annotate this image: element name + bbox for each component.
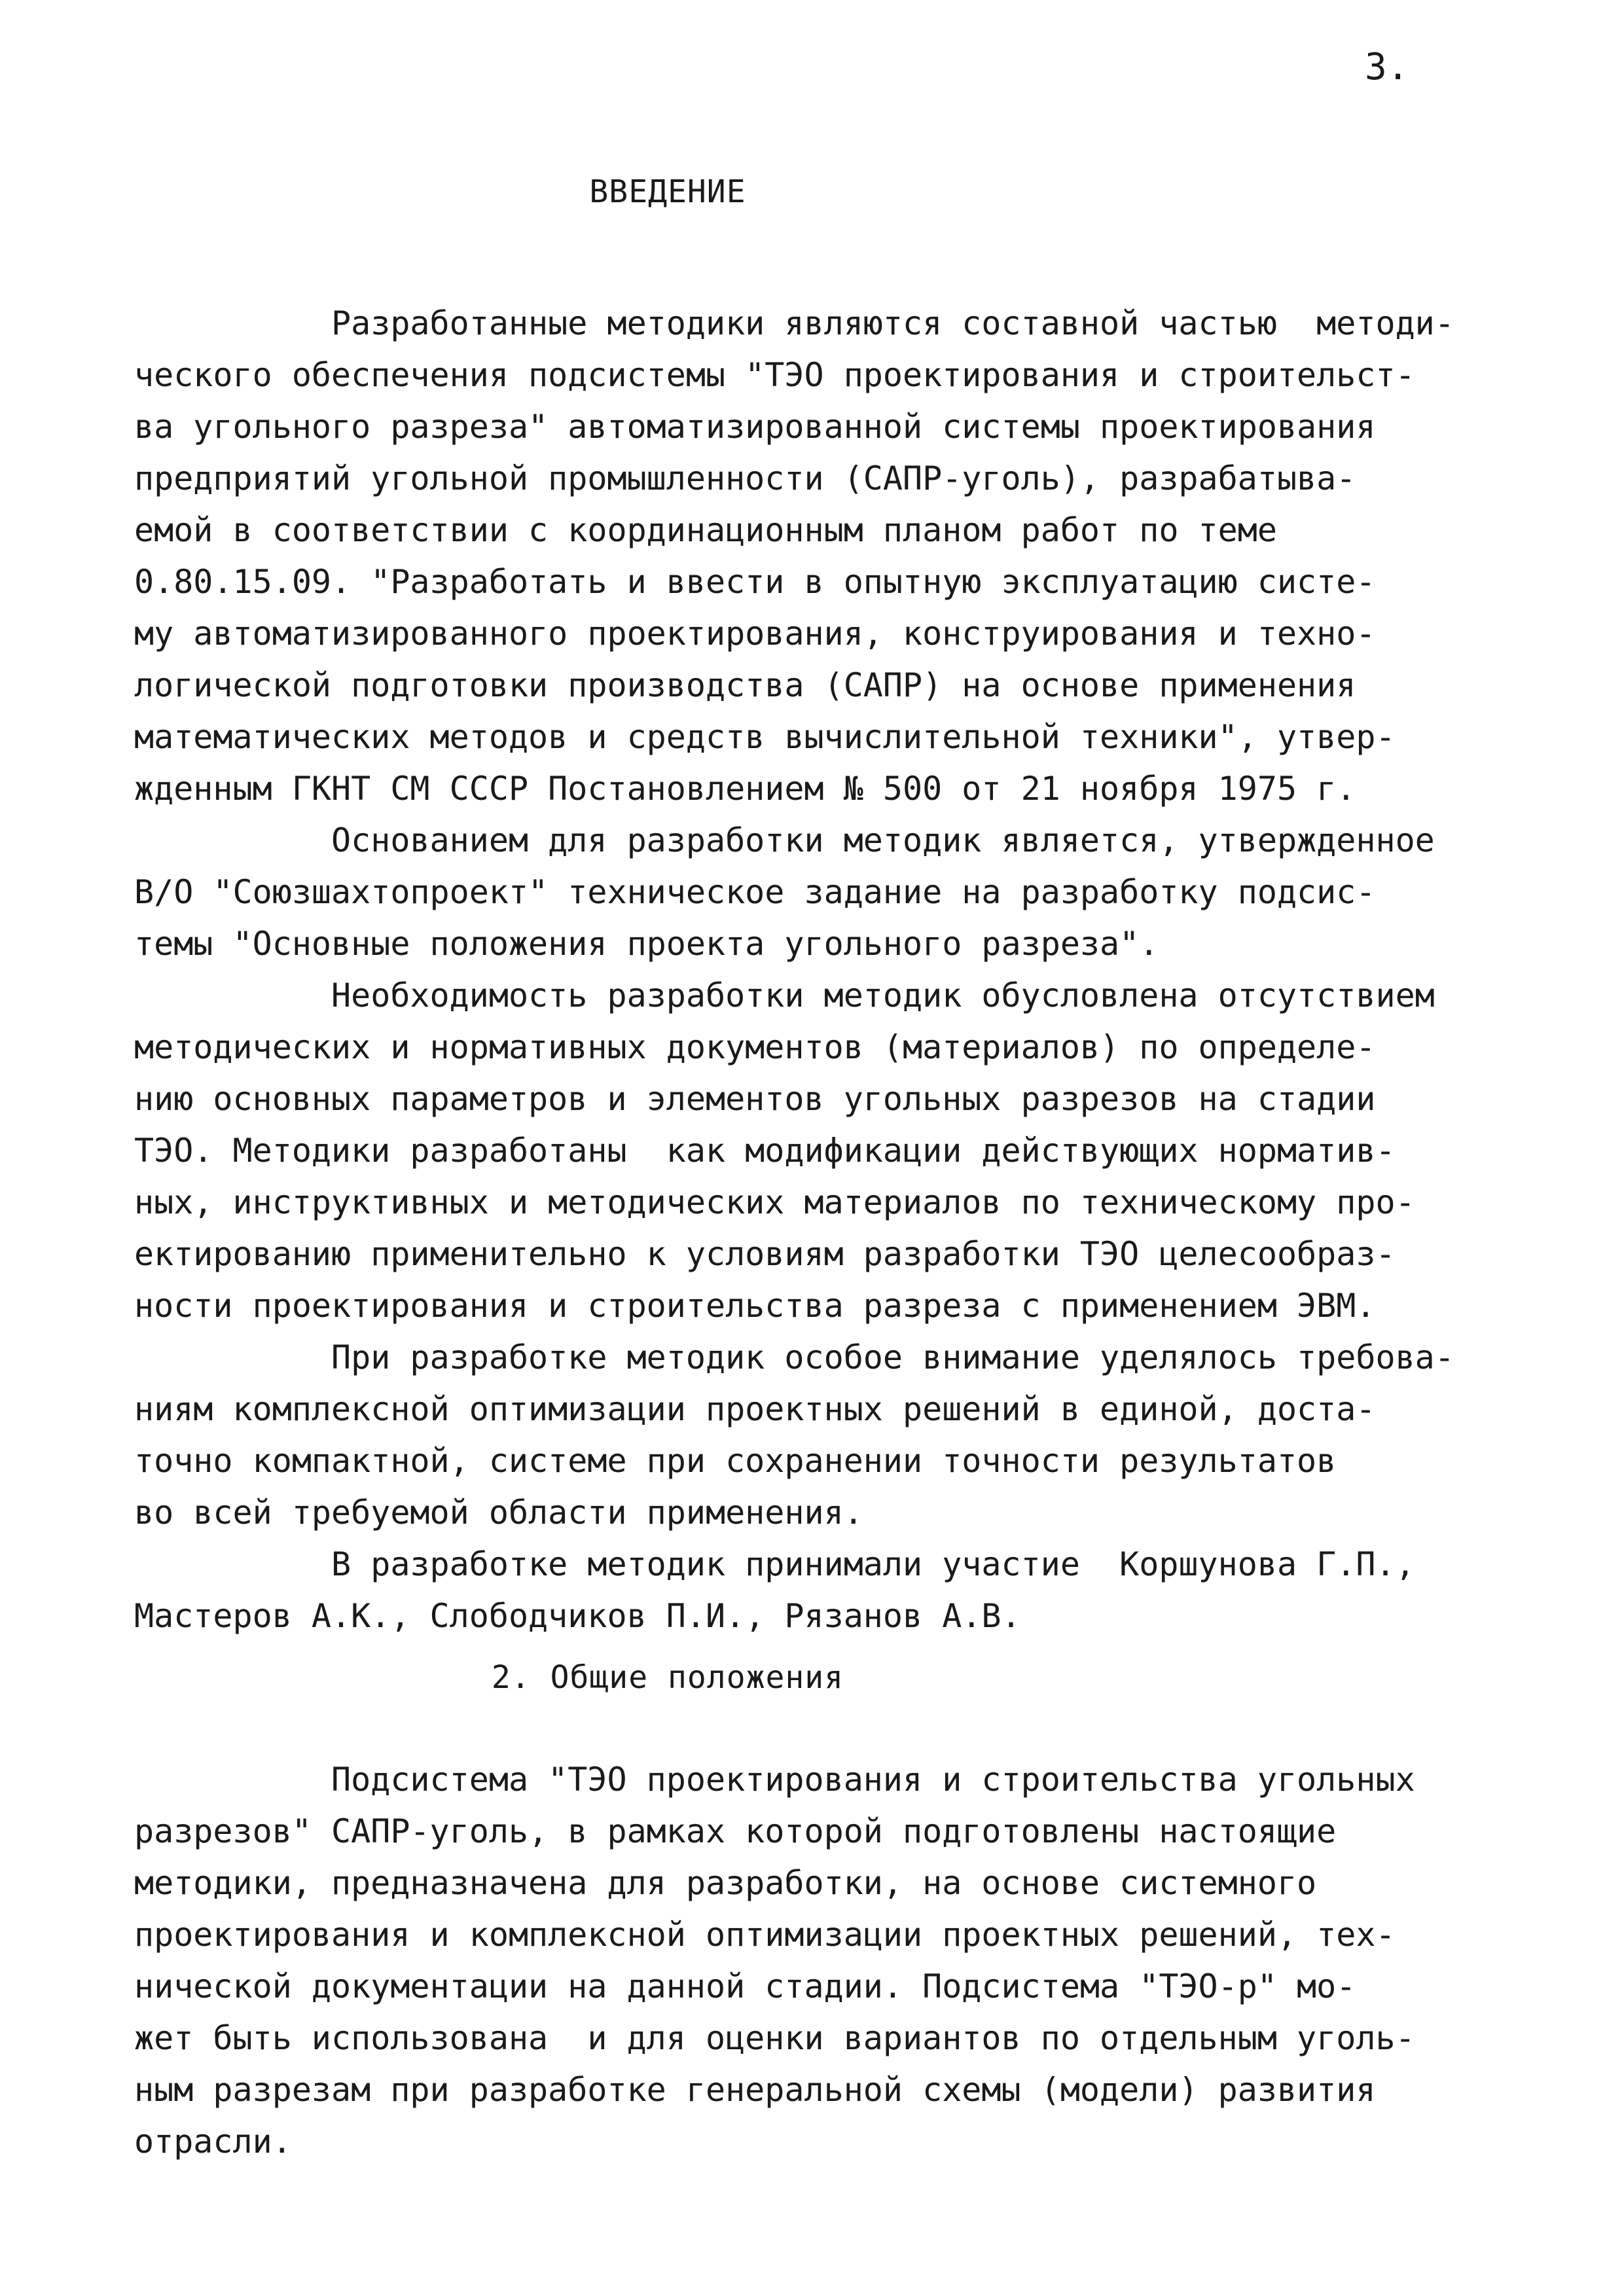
text-line: Необходимость разработки методик обусловлена отсутствием (134, 977, 1435, 1014)
intro-heading: ВВЕДЕНИЕ (589, 173, 746, 210)
text-line: Подсистема "ТЭО проектирования и строительства угольных (134, 1761, 1415, 1799)
text-line: разрезов" САПР-уголь, в рамках которой подготовлены настоящие (134, 1812, 1337, 1850)
text-line: В/О "Союзшахтопроект" техническое задание на разработку подсис- (134, 873, 1376, 911)
text-line: ТЭО. Методики разработаны как модификации действующих норматив- (134, 1132, 1396, 1170)
text-line: му автоматизированного проектирования, конструирования и техно- (134, 615, 1376, 653)
text-line: ных, инструктивных и методических материалов по техническому про- (134, 1183, 1415, 1221)
text-line: отрасли. (134, 2123, 292, 2161)
text-line: 0.80.15.09. "Разработать и ввести в опытную эксплуатацию систе- (134, 563, 1376, 601)
text-line: нической документации на данной стадии. Подсистема "ТЭО-р" мо- (134, 1967, 1356, 2005)
text-line: жденным ГКНТ СМ СССР Постановлением № 500 от 21 ноября 1975 г. (134, 770, 1356, 808)
text-line: математических методов и средств вычислительной техники", утвер- (134, 718, 1396, 756)
text-line: нию основных параметров и элементов угольных разрезов на стадии (134, 1080, 1376, 1118)
text-line: точно компактной, системе при сохранении точности результатов (134, 1442, 1337, 1480)
text-line: Основанием для разработки методик является, утвержденное (134, 821, 1435, 859)
text-line: В разработке методик принимали участие Коршунова Г.П., (134, 1545, 1415, 1583)
text-line: методики, предназначена для разработки, на основе системного (134, 1864, 1317, 1902)
text-line: При разработке методик особое внимание уделялось требова- (134, 1338, 1454, 1376)
text-line: логической подготовки производства (САПР) на основе применения (134, 666, 1356, 704)
text-line: темы "Основные положения проекта угольного разреза". (134, 925, 1159, 963)
text-line: во всей требуемой области применения. (134, 1494, 863, 1532)
intro-body (134, 298, 1499, 1642)
text-line: ва угольного разреза" автоматизированной системы проектирования (134, 408, 1376, 446)
text-line: методических и нормативных документов (материалов) по определе- (134, 1028, 1376, 1066)
text-line: ческого обеспечения подсистемы "ТЭО проектирования и строительст- (134, 356, 1415, 394)
text-line: Мастеров А.К., Слободчиков П.И., Рязанов А.В. (134, 1597, 1021, 1635)
text-line: ниям комплексной оптимизации проектных решений в единой, доста- (134, 1390, 1376, 1428)
text-line: предприятий угольной промышленности (САПР-уголь), разрабатыва- (134, 459, 1356, 497)
text-line: ектированию применительно к условиям разработки ТЭО целесообраз- (134, 1235, 1396, 1273)
general-body (134, 1754, 1499, 2168)
text-line: ности проектирования и строительства разреза с применением ЭВМ. (134, 1287, 1376, 1325)
text-line: Разработанные методики являются составной частью методи- (134, 304, 1454, 342)
text-line: жет быть использована и для оценки вариантов по отдельным уголь- (134, 2019, 1415, 2057)
text-line: проектирования и комплексной оптимизации проектных решений, тех- (134, 1916, 1396, 1954)
section-heading: 2. Общие положения (491, 1659, 844, 1696)
text-line: ным разрезам при разработке генеральной схемы (модели) развития (134, 2071, 1376, 2109)
page-number: 3. (1365, 46, 1409, 88)
text-line: емой в соответствии с координационным планом работ по теме (134, 511, 1277, 549)
